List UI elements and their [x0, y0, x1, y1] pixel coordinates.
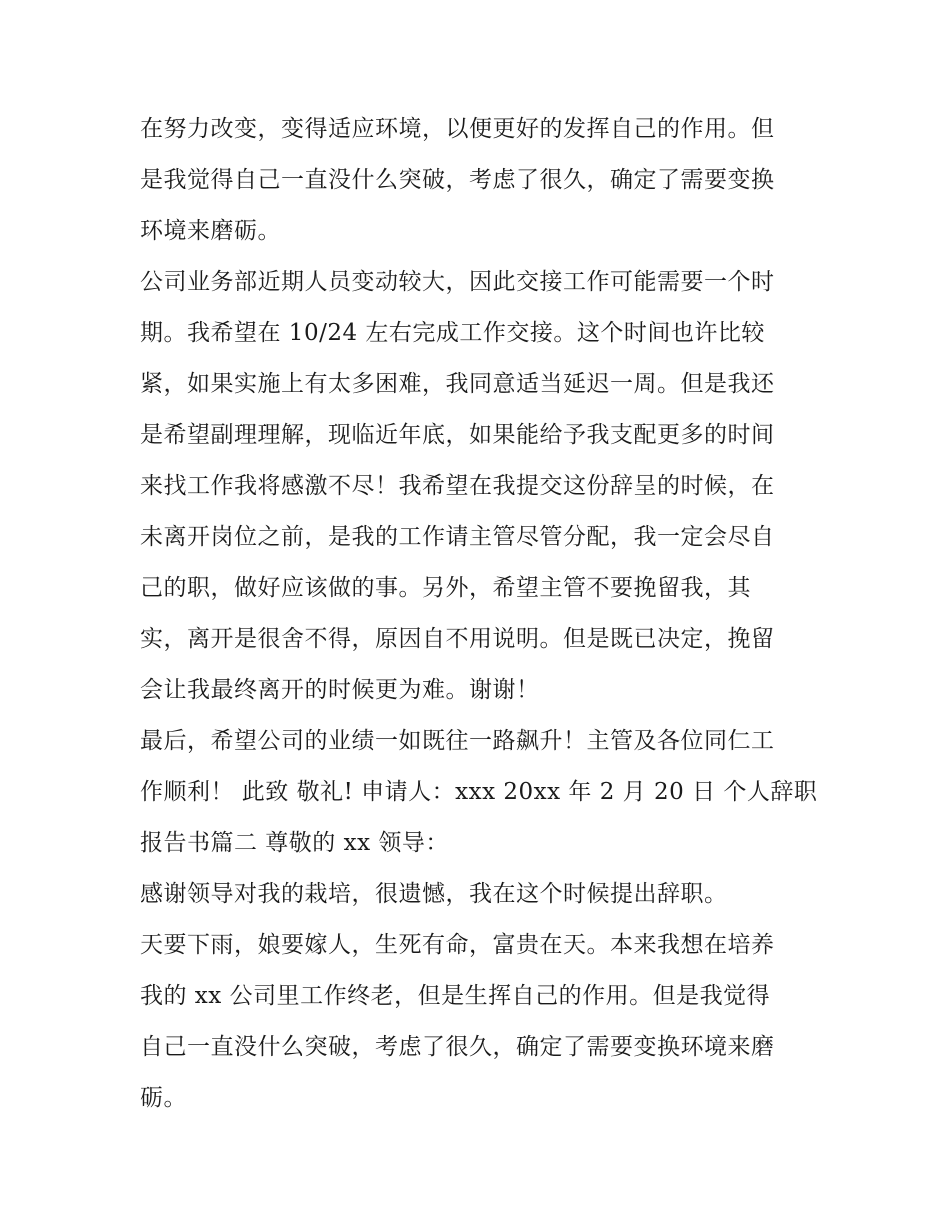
- text-line: 环境来磨砺。: [140, 218, 281, 244]
- text-line: 感谢领导对我的栽培，很遗憾，我在这个时候提出辞职。: [140, 881, 728, 907]
- text-line: 未离开岗位之前，是我的工作请主管尽管分配，我一定会尽自: [140, 524, 775, 550]
- text-line: 天要下雨，娘要嫁人，生死有命，富贵在天。本来我想在培养: [140, 932, 775, 958]
- text-line: 作顺利！ 此致 敬礼! 申请人：xxx 20xx 年 2 月 20 日 个人辞职: [140, 779, 818, 805]
- text-line: 公司业务部近期人员变动较大，因此交接工作可能需要一个时: [140, 269, 775, 295]
- text-line: 报告书篇二 尊敬的 xx 领导：: [140, 830, 449, 856]
- text-line: 紧，如果实施上有太多困难，我同意适当延迟一周。但是我还: [140, 371, 775, 397]
- text-line: 是希望副理理解，现临近年底，如果能给予我支配更多的时间: [140, 422, 775, 448]
- text-line: 实，离开是很舍不得，原因自不用说明。但是既已决定，挽留: [140, 626, 775, 652]
- text-line: 会让我最终离开的时候更为难。谢谢！: [140, 677, 540, 703]
- text-line: 最后，希望公司的业绩一如既往一路飙升！主管及各位同仁工: [140, 728, 775, 754]
- text-line: 在努力改变，变得适应环境，以便更好的发挥自己的作用。但: [140, 116, 775, 142]
- text-line: 己的职，做好应该做的事。另外，希望主管不要挽留我，其: [140, 575, 751, 601]
- text-line: 来找工作我将感激不尽！我希望在我提交这份辞呈的时候，在: [140, 473, 775, 499]
- text-line: 期。我希望在 10/24 左右完成工作交接。这个时间也许比较: [140, 320, 765, 346]
- text-line: 是我觉得自己一直没什么突破，考虑了很久，确定了需要变换: [140, 167, 775, 193]
- text-line: 我的 xx 公司里工作终老，但是生挥自己的作用。但是我觉得: [140, 983, 771, 1009]
- text-line: 砺。: [140, 1085, 187, 1111]
- document-body: [140, 104, 820, 1124]
- text-line: 自己一直没什么突破，考虑了很久，确定了需要变换环境来磨: [140, 1034, 775, 1060]
